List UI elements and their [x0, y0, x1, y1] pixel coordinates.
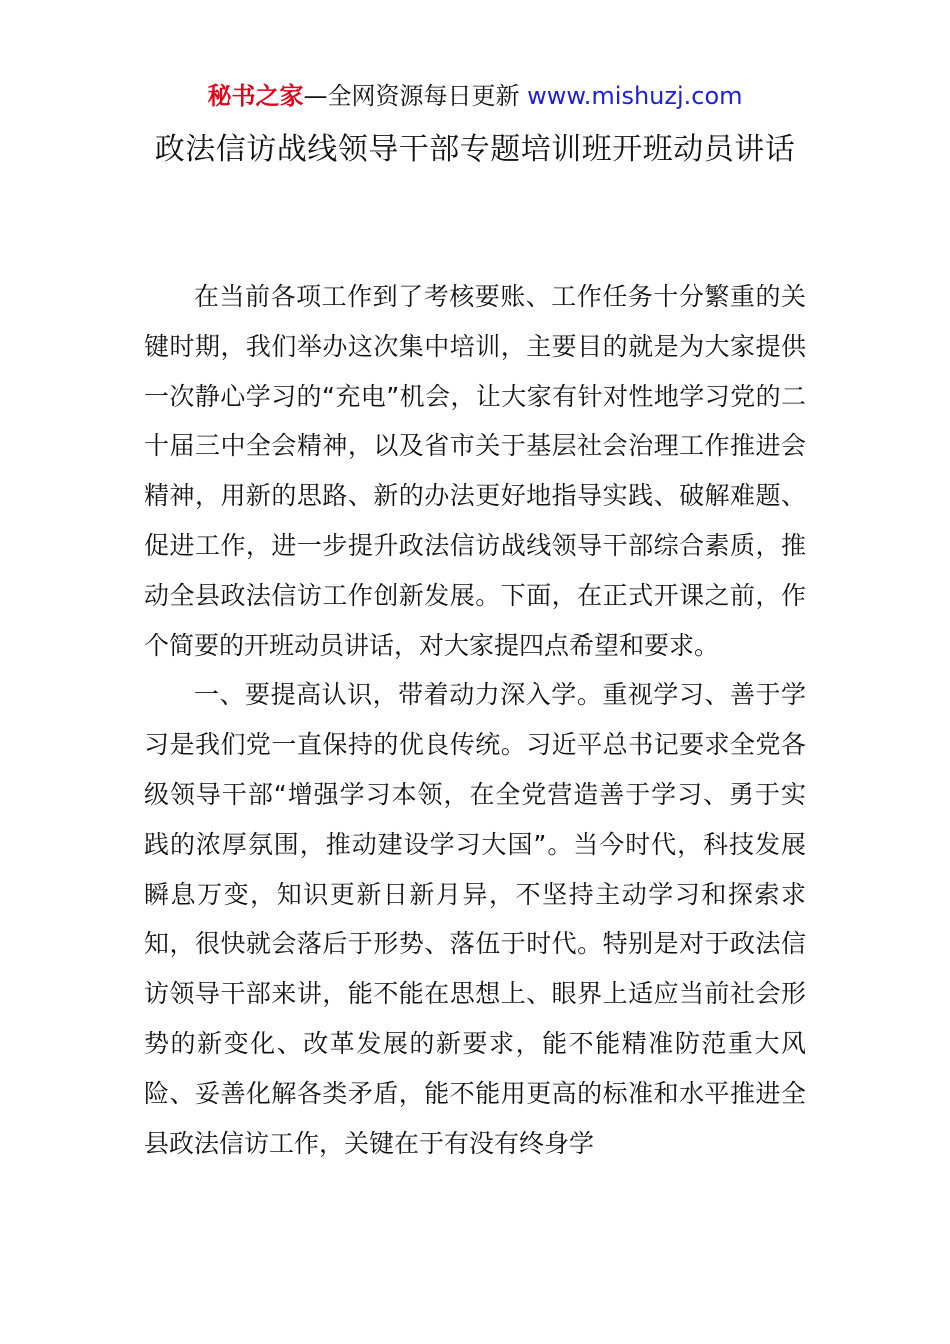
paragraph-section-one: 一、要提高认识，带着动力深入学。重视学习、善于学习是我们党一直保持的优良传统。习近平总书记要求全党各级领导干部“增强学习本领，在全党营造善于学习、勇于实践的浓厚氛围，推动建设学习大国”。当今时代，科技发展瞬息万变，知识更新日新月异，不坚持主动学习和探索求知，很快就会落后于形势、落伍于时代。特别是对于政法信访领导干部来讲，能不能在思想上、眼界上适应当前社会形势的新变化、改革发展的新要求，能不能精准防范重大风险、妥善化解各类矛盾，能不能用更高的标准和水平推进全县政法信访工作，关键在于有没有终身学: [144, 680, 806, 1158]
paragraph-intro: 在当前各项工作到了考核要账、工作任务十分繁重的关键时期，我们举办这次集中培训，主要目的就是为大家提供一次静心学习的“充电”机会，让大家有针对性地学习党的二十届三中全会精神，以及省市关于基层社会治理工作推进会精神，用新的思路、新的办法更好地指导实践、破解难题、促进工作，进一步提升政法信访战线领导干部综合素质，推动全县政法信访工作创新发展。下面，在正式开课之前，作个简要的开班动员讲话，对大家提四点希望和要求。: [144, 282, 806, 660]
site-tagline: —全网资源每日更新: [303, 82, 528, 110]
site-header: [0, 80, 950, 112]
document-body: [144, 272, 806, 1168]
document-title: 政法信访战线领导干部专题培训班开班动员讲话: [154, 132, 796, 167]
site-url-link[interactable]: www.mishuzj.com: [527, 82, 743, 110]
site-brand: 秘书之家: [207, 82, 304, 110]
